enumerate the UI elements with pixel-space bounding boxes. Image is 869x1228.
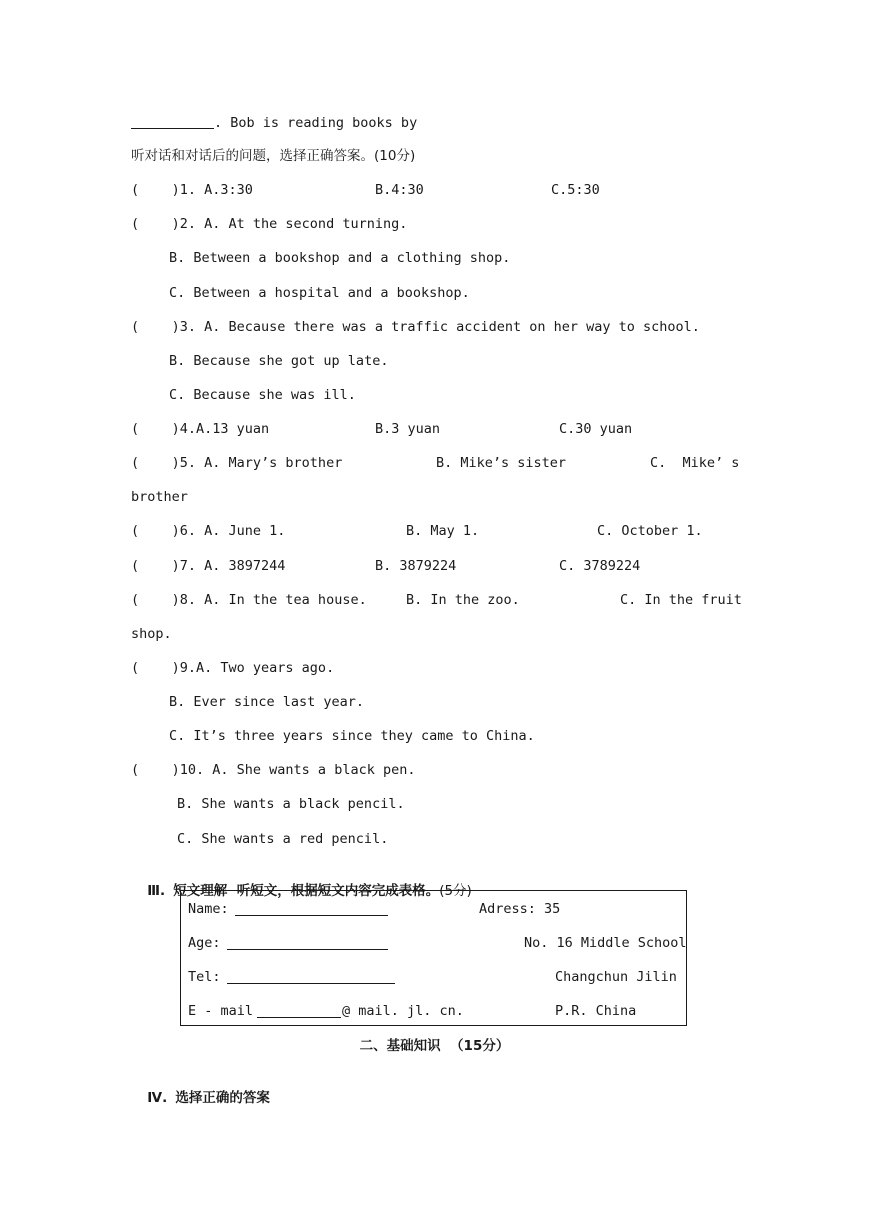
question-4-option-c: C.30 yuan bbox=[559, 421, 633, 437]
question-9-option-c: C. It’s three years since they came to China. bbox=[169, 728, 535, 744]
name-blank[interactable] bbox=[235, 915, 388, 916]
question-10: ( )10. A. She wants a black pen. bbox=[131, 762, 416, 778]
question-6-option-c: C. October 1. bbox=[597, 523, 703, 539]
question-8-option-b: B. In the zoo. bbox=[406, 592, 520, 608]
question-1: ( )1. A.3:30 bbox=[131, 182, 253, 198]
question-3: ( )3. A. Because there was a traffic accident on her way to school. bbox=[131, 319, 700, 335]
question-4: ( )4.A.13 yuan bbox=[131, 421, 270, 437]
question-8-option-c: C. In the fruit bbox=[620, 592, 742, 608]
address-line-2: No. 16 Middle School bbox=[524, 935, 687, 951]
question-7-option-b: B. 3879224 bbox=[375, 558, 457, 574]
section-3-title: 短文理解 听短文，根据短文内容完成表格。 bbox=[173, 883, 440, 899]
address-line-1: Adress: 35 bbox=[479, 901, 561, 917]
email-blank[interactable] bbox=[257, 1017, 341, 1018]
section-4-title: 选择正确的答案 bbox=[175, 1090, 270, 1106]
question-1-option-b: B.4:30 bbox=[375, 182, 424, 198]
question-3-option-b: B. Because she got up late. bbox=[169, 353, 389, 369]
question-10-option-c: C. She wants a red pencil. bbox=[177, 831, 389, 847]
age-blank[interactable] bbox=[227, 949, 388, 950]
question-6: ( )6. A. June 1. bbox=[131, 523, 286, 539]
section-3-roman: Ⅲ. bbox=[147, 883, 166, 899]
section-4-roman: Ⅳ. bbox=[147, 1090, 168, 1106]
question-4-option-b: B.3 yuan bbox=[375, 421, 441, 437]
listening-instructions: 听对话和对话后的问题，选择正确答案。(10分) bbox=[131, 148, 416, 164]
question-7: ( )7. A. 3897244 bbox=[131, 558, 286, 574]
question-6-option-b: B. May 1. bbox=[406, 523, 480, 539]
intro-text: . Bob is reading books by bbox=[214, 115, 418, 131]
section-3-score: (5分) bbox=[439, 883, 472, 899]
question-3-option-c: C. Because she was ill. bbox=[169, 387, 356, 403]
question-9-option-b: B. Ever since last year. bbox=[169, 694, 365, 710]
tel-blank[interactable] bbox=[227, 983, 395, 984]
question-7-option-c: C. 3789224 bbox=[559, 558, 641, 574]
question-2-option-c: C. Between a hospital and a bookshop. bbox=[169, 285, 470, 301]
tel-label: Tel: bbox=[188, 969, 221, 985]
address-line-3: Changchun Jilin bbox=[555, 969, 677, 985]
section-4-heading bbox=[131, 1071, 270, 1107]
age-label: Age: bbox=[188, 935, 221, 951]
answer-blank[interactable] bbox=[131, 128, 214, 129]
address-line-4: P.R. China bbox=[555, 1003, 637, 1019]
question-5-option-b: B. Mike’s sister bbox=[436, 455, 567, 471]
question-2-option-b: B. Between a bookshop and a clothing shop. bbox=[169, 250, 511, 266]
part-2-heading: 二、基础知识 （15分） bbox=[359, 1038, 510, 1054]
email-suffix: @ mail. jl. cn. bbox=[342, 1003, 464, 1019]
question-8: ( )8. A. In the tea house. bbox=[131, 592, 367, 608]
question-5-option-c: C. Mike’ s bbox=[650, 455, 740, 471]
email-label: E - mail bbox=[188, 1003, 254, 1019]
question-5-option-c-continued: brother bbox=[131, 489, 188, 505]
question-2: ( )2. A. At the second turning. bbox=[131, 216, 408, 232]
question-5: ( )5. A. Mary’s brother bbox=[131, 455, 343, 471]
question-1-option-c: C.5:30 bbox=[551, 182, 600, 198]
question-10-option-b: B. She wants a black pencil. bbox=[177, 796, 405, 812]
question-9: ( )9.A. Two years ago. bbox=[131, 660, 335, 676]
name-label: Name: bbox=[188, 901, 229, 917]
question-8-option-c-continued: shop. bbox=[131, 626, 172, 642]
